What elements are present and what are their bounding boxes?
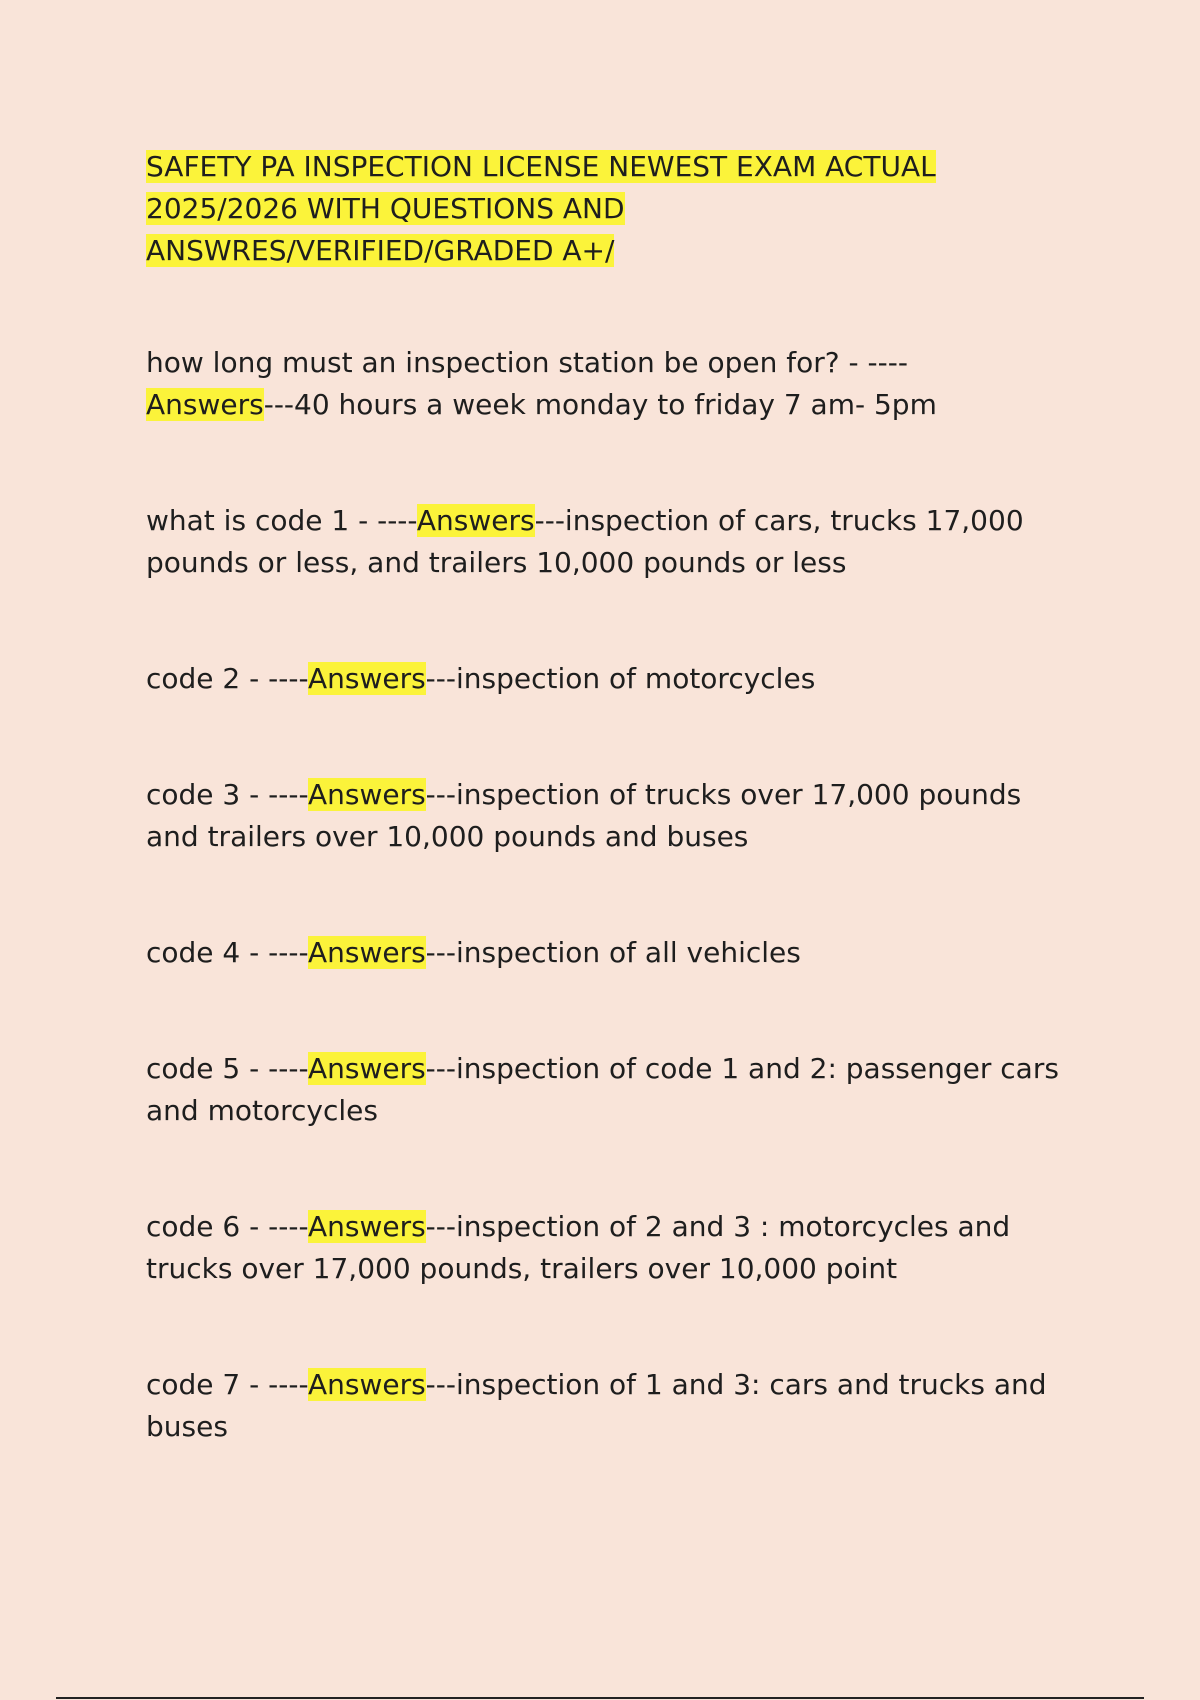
- page-bottom-rule: [56, 1697, 1144, 1699]
- qa-item-1: [146, 342, 1076, 426]
- answers-marker: Answers: [307, 1052, 426, 1085]
- title-line-2: 2025/2026 WITH QUESTIONS AND: [146, 192, 625, 225]
- answers-marker: Answers: [307, 936, 426, 969]
- qa-item-2: [146, 500, 1076, 584]
- qa-item-5: [146, 932, 1076, 974]
- answer-text: ---inspection of trucks over 17,000 pounds and trailers over 10,000 pounds and buses: [146, 778, 1022, 853]
- answer-text: ---inspection of cars, trucks 17,000 pounds or less, and trailers 10,000 pounds or less: [146, 504, 1024, 579]
- answer-text: ---inspection of 1 and 3: cars and trucks and buses: [146, 1368, 1047, 1443]
- qa-item-4: [146, 774, 1076, 858]
- document-content: [146, 146, 1076, 1448]
- answer-text: ---inspection of 2 and 3 : motorcycles and trucks over 17,000 pounds, trailers over 10,000 point: [146, 1210, 1011, 1285]
- answer-text: ---inspection of code 1 and 2: passenger cars and motorcycles: [146, 1052, 1059, 1127]
- qa-item-3: [146, 658, 1076, 700]
- question-text: code 6 - ----: [146, 1210, 308, 1243]
- question-text: code 3 - ----: [146, 778, 308, 811]
- document-title: [146, 146, 1076, 272]
- question-text: code 4 - ----: [146, 936, 308, 969]
- question-text: code 7 - ----: [146, 1368, 308, 1401]
- answers-marker: Answers: [416, 504, 535, 537]
- question-text: code 2 - ----: [146, 662, 308, 695]
- question-text: what is code 1 - ----: [146, 504, 417, 537]
- question-text: how long must an inspection station be open for? - ----: [146, 346, 908, 379]
- answer-text: ---inspection of motorcycles: [425, 662, 816, 695]
- qa-item-8: [146, 1364, 1076, 1448]
- answers-marker: Answers: [146, 388, 264, 421]
- answers-marker: Answers: [307, 778, 426, 811]
- answers-marker: Answers: [307, 1210, 426, 1243]
- answer-text: ---inspection of all vehicles: [425, 936, 801, 969]
- question-text: code 5 - ----: [146, 1052, 308, 1085]
- qa-item-6: [146, 1048, 1076, 1132]
- answers-marker: Answers: [307, 662, 426, 695]
- answer-text: ---40 hours a week monday to friday 7 am- 5pm: [263, 388, 937, 421]
- answers-marker: Answers: [307, 1368, 426, 1401]
- title-line-1: SAFETY PA INSPECTION LICENSE NEWEST EXAM ACTUAL: [146, 150, 936, 183]
- qa-item-7: [146, 1206, 1076, 1290]
- title-line-3: ANSWRES/VERIFIED/GRADED A+/: [146, 234, 615, 267]
